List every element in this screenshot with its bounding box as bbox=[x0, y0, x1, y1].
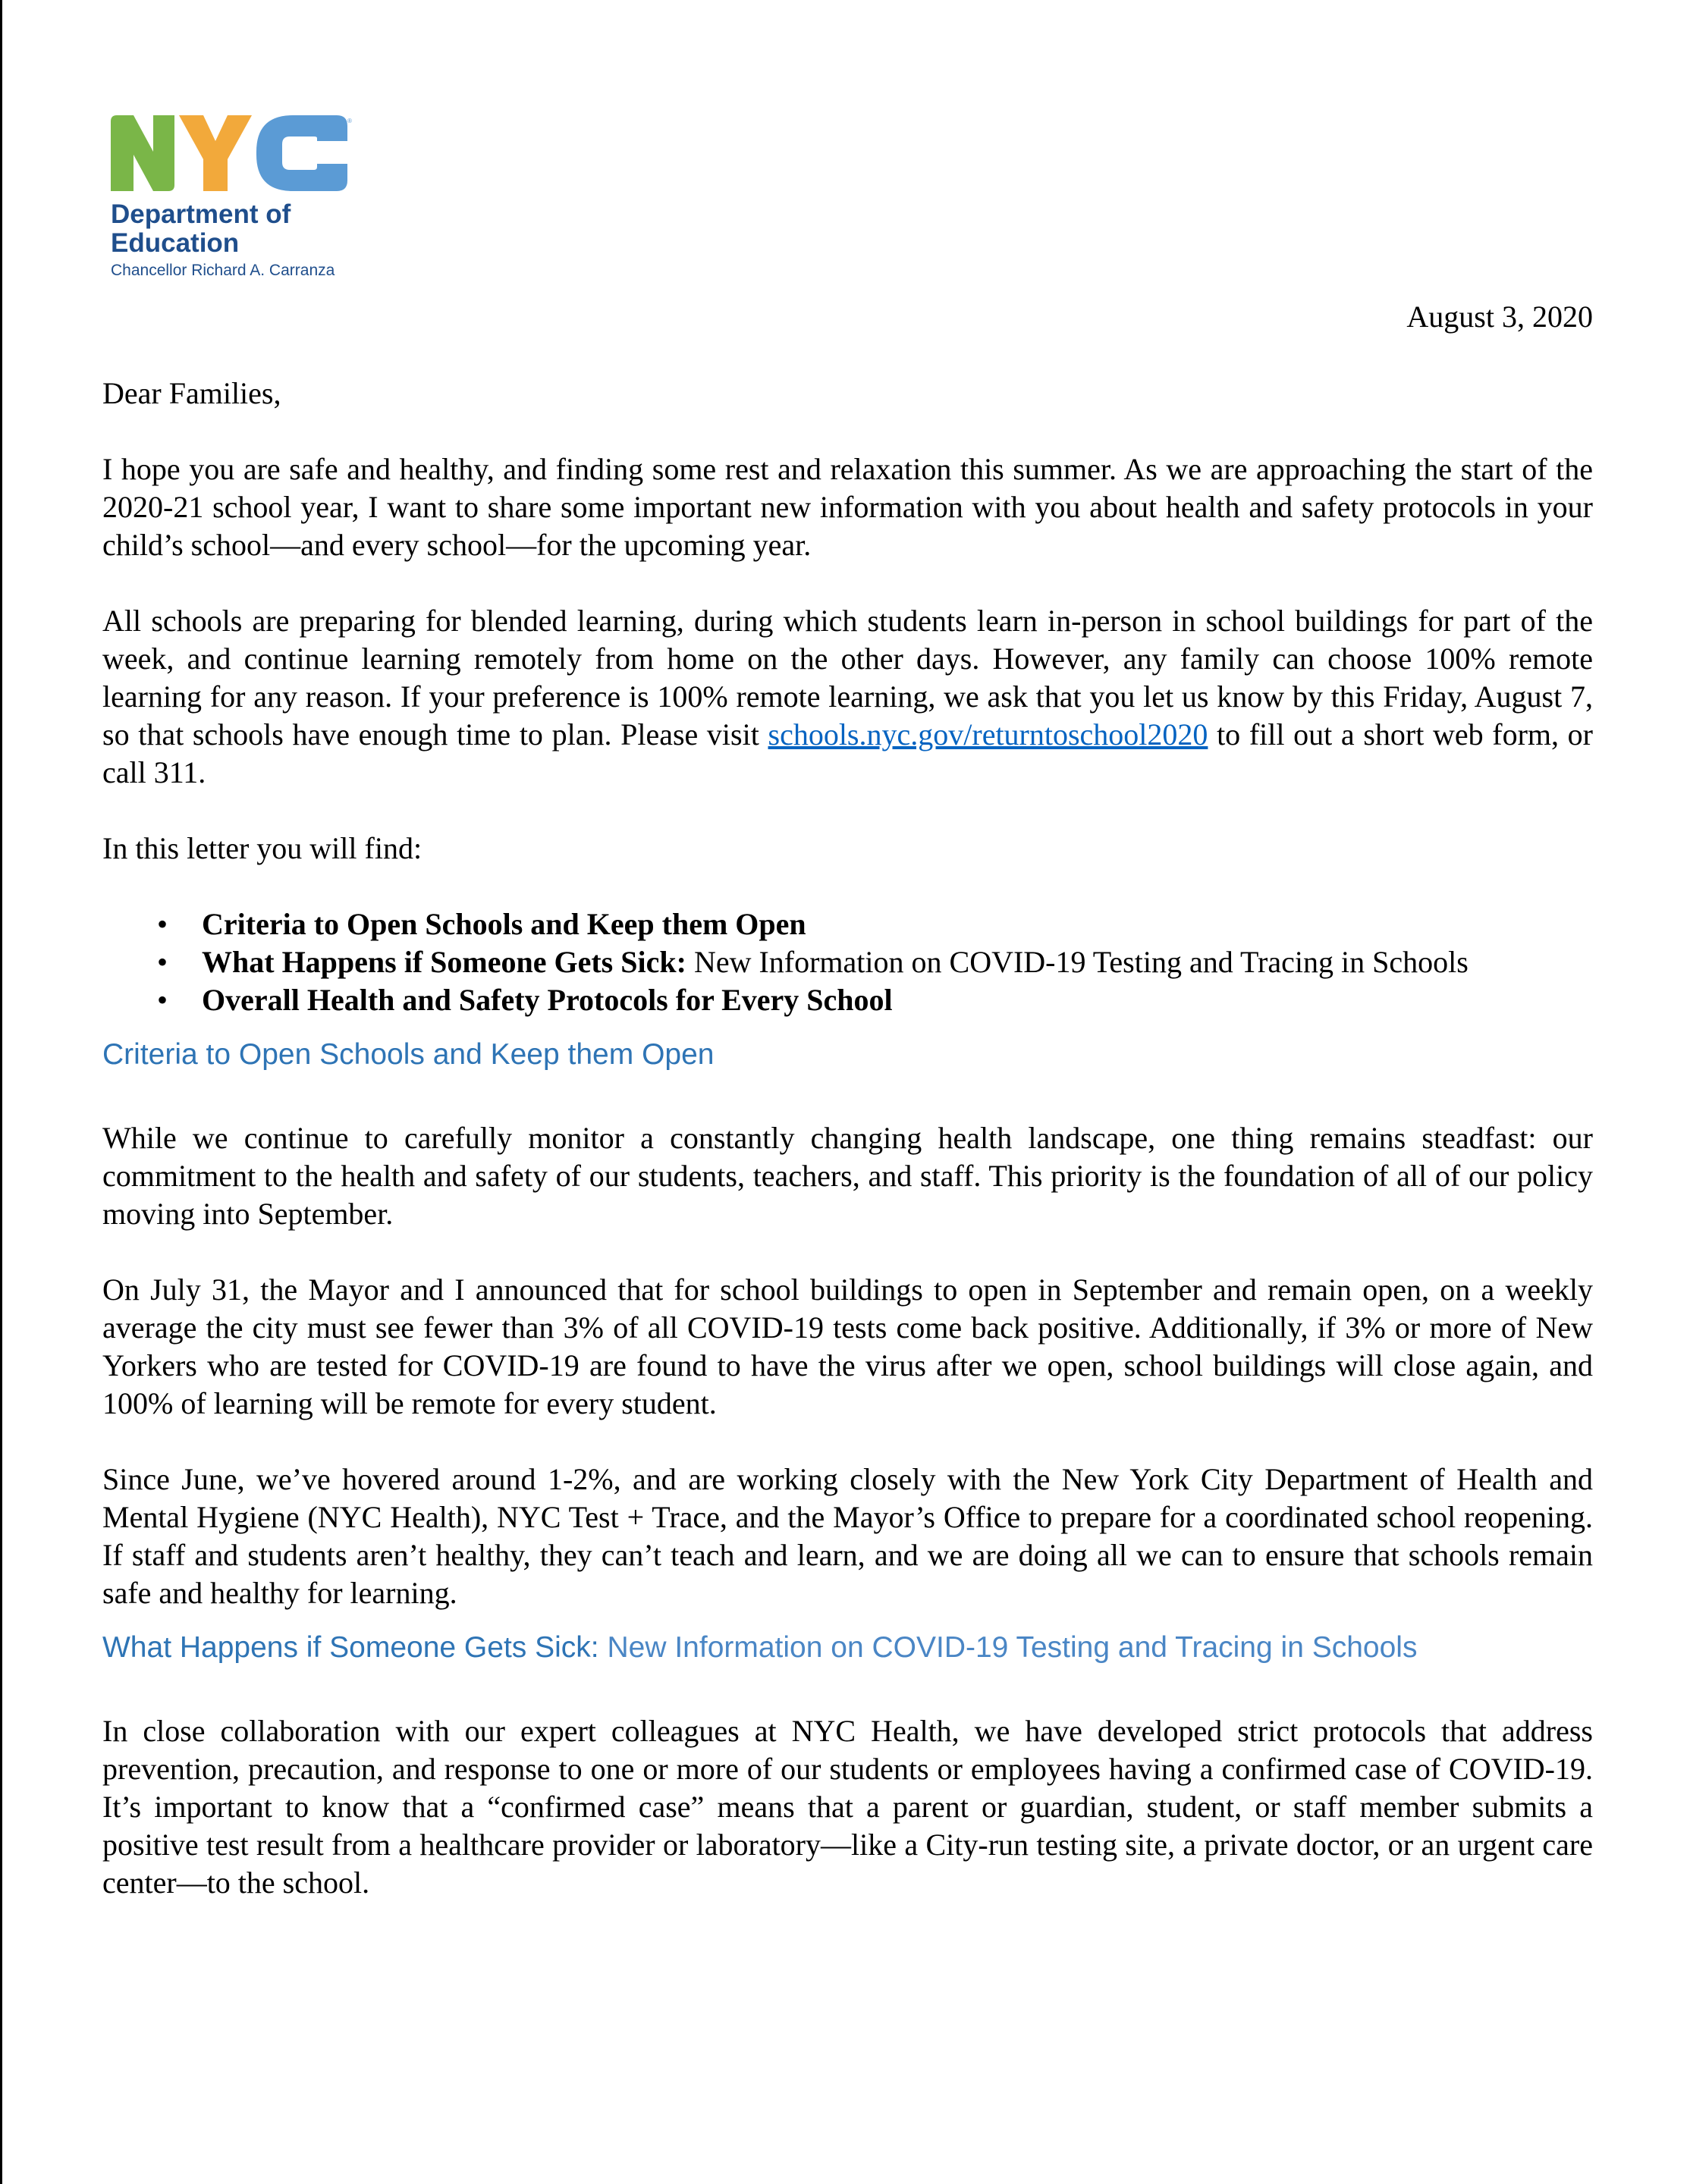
remote-learning-text: All schools are preparing for blended learning, during which students learn in-person in school buildings for part of the week, and continue learning remotely from home on the other days. However, any family can choose 100% remote learning for any reason. If your preference is 100% remote learning, we ask that you let us know by this Friday, August 7, so that schools have enough time to plan. Please visit bbox=[102, 604, 1593, 752]
nyc-doe-logo bbox=[111, 115, 369, 281]
logo-letter-y bbox=[179, 115, 252, 191]
bullet-icon: • bbox=[157, 907, 168, 941]
logo-department-name: Department of Education bbox=[111, 199, 291, 258]
intro-paragraph: I hope you are safe and healthy, and finding some rest and relaxation this summer. As we are approaching the start of the 2020-21 school year, I want to share some important new information with you about health and safety protocols in your child’s school—and every school—for the upcoming year. bbox=[102, 452, 1593, 562]
salutation: Dear Families, bbox=[102, 376, 281, 410]
logo-chancellor-name: Chancellor Richard A. Carranza bbox=[111, 262, 335, 279]
logo-letter-c bbox=[256, 115, 347, 191]
logo-letter-n bbox=[111, 115, 174, 191]
remote-learning-paragraph bbox=[102, 602, 1593, 792]
bullet-icon: • bbox=[157, 983, 168, 1017]
list-item bbox=[102, 905, 1593, 943]
section-heading-sick-rest: New Information on COVID-19 Testing and Tracing in Schools bbox=[598, 1631, 1418, 1664]
list-item-bold: What Happens if Someone Gets Sick: bbox=[202, 945, 686, 979]
section-heading-criteria: Criteria to Open Schools and Keep them Open bbox=[102, 1038, 715, 1071]
criteria-paragraph-1: While we continue to carefully monitor a constantly changing health landscape, one thing remains steadfast: our commitment to the health and safety of our students, teachers, and staff. This priority is the foundation of all of our policy moving into September. bbox=[102, 1121, 1593, 1231]
bullet-icon: • bbox=[157, 945, 168, 979]
list-item bbox=[102, 981, 1593, 1019]
logo-trademark: ® bbox=[347, 118, 352, 124]
testing-paragraph-1: In close collaboration with our expert colleagues at NYC Health, we have developed strict protocols that address prevention, precaution, and response to one or more of our students or employees having a confirmed case of COVID-19. It’s important to know that a “confirmed case” means that a parent or guardian, student, or staff member submits a positive test result from a healthcare provider or laboratory—like a City-run testing site, a private doctor, or an urgent care center—to the school. bbox=[102, 1714, 1593, 1900]
section-heading-sick-strong: What Happens if Someone Gets Sick: bbox=[102, 1631, 599, 1664]
letter-contents-intro: In this letter you will find: bbox=[102, 831, 422, 865]
letter-date: August 3, 2020 bbox=[1406, 300, 1593, 334]
list-item-text: New Information on COVID-19 Testing and Tracing in Schools bbox=[686, 945, 1469, 979]
list-item-bold: Criteria to Open Schools and Keep them Open bbox=[202, 907, 806, 941]
list-item-bold: Overall Health and Safety Protocols for Every School bbox=[202, 983, 893, 1017]
return-to-school-link[interactable]: schools.nyc.gov/returntoschool2020 bbox=[768, 717, 1208, 752]
nyc-logo-letters bbox=[111, 115, 353, 191]
letter-body bbox=[102, 375, 1593, 1902]
section-heading-sick bbox=[102, 1629, 1593, 1667]
criteria-paragraph-3: Since June, we’ve hovered around 1-2%, and are working closely with the New York City Department of Health and Mental Hygiene (NYC Health), NYC Test + Trace, and the Mayor’s Office to prepare for a coordinated school reopening. If staff and students aren’t healthy, they can’t teach and learn, and we are doing all we can to ensure that schools remain safe and healthy for learning. bbox=[102, 1462, 1593, 1610]
criteria-paragraph-2: On July 31, the Mayor and I announced that for school buildings to open in September and remain open, on a weekly average the city must see fewer than 3% of all COVID-19 tests come back positive. Additionally, if 3% or more of New Yorkers who are tested for COVID-19 are found to have the virus after we open, school buildings will close again, and 100% of learning will be remote for every student. bbox=[102, 1272, 1593, 1420]
list-item bbox=[102, 943, 1593, 981]
contents-list bbox=[102, 905, 1593, 1019]
remote-learning-text-end: to fill out a short web form, or call 311. bbox=[102, 717, 1593, 789]
